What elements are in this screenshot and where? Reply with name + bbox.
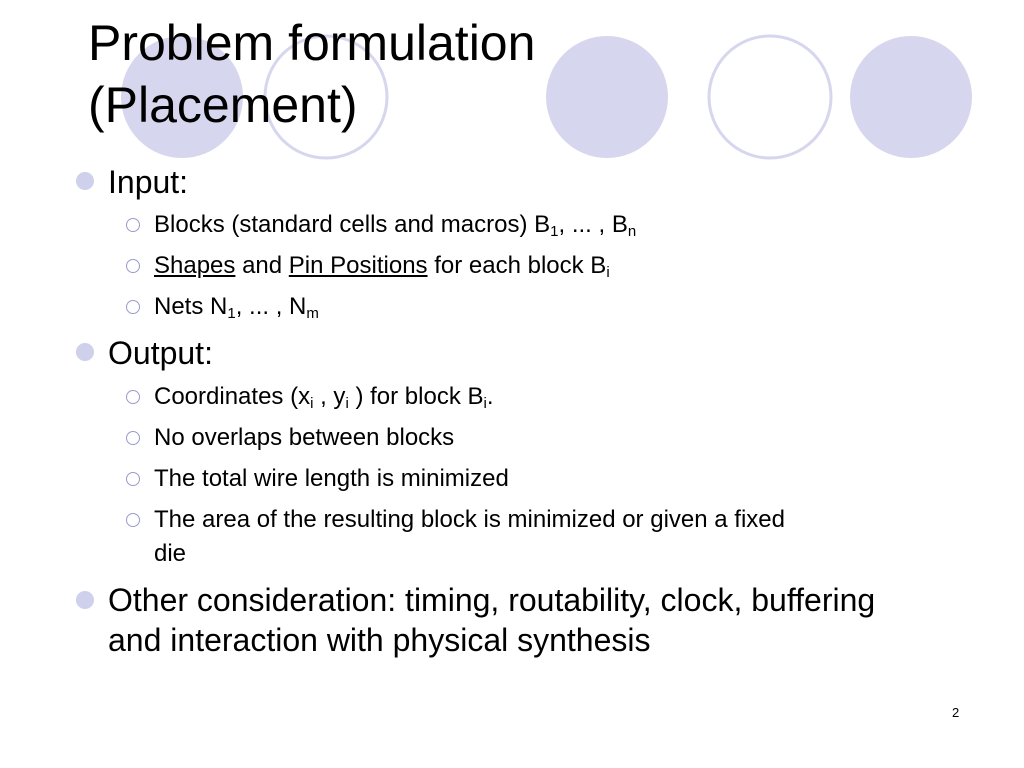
- blocks-sub-1: 1: [550, 223, 559, 240]
- coord-sub-b: i: [483, 395, 487, 412]
- coord-suffix-text: ) for block B: [348, 383, 484, 410]
- bullet-filled-icon: [76, 343, 94, 361]
- bullet-output-label: Output:: [108, 335, 213, 371]
- area-line1: The area of the resulting block is minimized or given a fixed: [154, 506, 785, 533]
- bullet-wire-length: The total wire length is minimized: [154, 465, 509, 492]
- coord-text: Coordinates (x: [154, 383, 311, 410]
- bullet-hollow-icon: [126, 300, 140, 314]
- coord-end-text: .: [486, 383, 494, 410]
- bullet-hollow-icon: [126, 472, 140, 486]
- bullet-hollow-icon: [126, 218, 140, 232]
- for-each-text: for each block B: [427, 252, 607, 279]
- bullet-coordinates: [154, 380, 924, 414]
- bullet-area: [154, 503, 924, 571]
- for-each-sub-i: i: [606, 264, 610, 281]
- bullet-other-consideration: [108, 580, 948, 660]
- bullet-hollow-icon: [126, 513, 140, 527]
- nets-sub-1: 1: [227, 305, 236, 322]
- nets-text: Nets N: [154, 293, 228, 320]
- slide-title-line2: (Placement): [88, 77, 358, 133]
- slide-title-line1: Problem formulation: [88, 15, 536, 71]
- bullet-filled-icon: [76, 591, 94, 609]
- shapes-text: Shapes: [154, 252, 236, 279]
- bullet-blocks: [154, 208, 924, 242]
- blocks-sub-n: n: [627, 223, 637, 240]
- area-line2: die: [154, 540, 187, 567]
- other-line2: and interaction with physical synthesis: [108, 622, 651, 658]
- bullet-shapes-pins: [154, 249, 924, 283]
- nets-sub-m: m: [306, 305, 319, 322]
- bullet-no-overlaps: No overlaps between blocks: [154, 424, 455, 451]
- bullet-hollow-icon: [126, 390, 140, 404]
- bullet-hollow-icon: [126, 431, 140, 445]
- bullet-nets: [154, 290, 924, 324]
- bullet-hollow-icon: [126, 259, 140, 273]
- coord-sub-y: i: [345, 395, 349, 412]
- nets-mid-text: , ... , N: [235, 293, 307, 320]
- blocks-text: Blocks (standard cells and macros) B: [154, 211, 551, 238]
- bullet-input-label: Input:: [108, 164, 189, 200]
- and-text: and: [235, 252, 289, 279]
- blocks-mid-text: , ... , B: [558, 211, 628, 238]
- coord-mid-text: , y: [313, 383, 346, 410]
- other-line1: Other consideration: timing, routability, clock, buffering: [108, 582, 876, 618]
- page-number: 2: [952, 705, 960, 720]
- pin-positions-text: Pin Positions: [288, 252, 428, 279]
- bullet-filled-icon: [76, 172, 94, 190]
- coord-sub-x: i: [310, 395, 314, 412]
